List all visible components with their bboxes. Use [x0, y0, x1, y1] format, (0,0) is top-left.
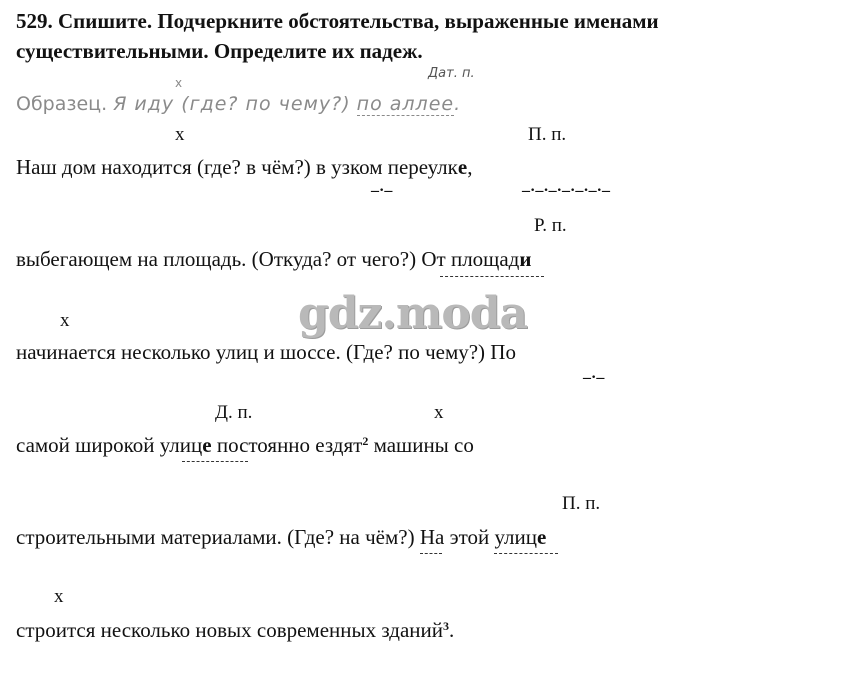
dashed-underline	[182, 461, 248, 462]
sample-label: Образец.	[16, 93, 108, 115]
text-line-4-end: машины со	[368, 433, 474, 457]
text-line-5	[16, 524, 546, 550]
text-line-4	[16, 432, 474, 458]
x-mark: x	[175, 124, 185, 145]
text-line-4-middle: постоянно ездят	[211, 433, 363, 457]
text-line-6-main: строится несколько новых современных зданий	[16, 618, 444, 642]
dashed-underline	[420, 553, 442, 554]
text-line-2-main: выбегающем на площадь. (Откуда? от чего?) От площад	[16, 247, 520, 271]
dashed-underline	[440, 276, 544, 277]
underline-mark-short: –·–	[583, 369, 605, 386]
underline-mark-short: –·–	[371, 182, 393, 199]
x-mark: x	[60, 310, 70, 331]
case-label-dp: Д. п.	[215, 402, 253, 423]
text-line-1-main: Наш дом находится (где? в чём?) в узком переулк	[16, 155, 458, 179]
underline-mark-long: –·–·–·–·–·–·–	[522, 182, 611, 199]
sample-phrase: по аллее	[356, 93, 455, 115]
text-line-4-main: самой широкой улиц	[16, 433, 203, 457]
footnote-superscript: 3	[443, 619, 450, 633]
sample-x-mark: x	[175, 76, 183, 90]
text-line-2	[16, 246, 531, 272]
exercise-title-line-2: существительными. Определите их падеж.	[16, 39, 423, 63]
text-line-3	[16, 339, 516, 365]
text-line-5-bold-ending: е	[537, 525, 547, 549]
text-line-6-end: .	[449, 618, 455, 642]
case-label-pp: П. п.	[562, 493, 601, 514]
sample-line	[16, 92, 461, 116]
x-mark: x	[434, 402, 444, 423]
footnote-superscript: 2	[362, 434, 369, 448]
x-mark: x	[54, 586, 64, 607]
sample-end: .	[454, 93, 462, 115]
exercise-title-line-1: 529. Спишите. Подчеркните обстоятельства, выраженные именами	[16, 9, 659, 33]
watermark-logo: gdz.moda	[298, 288, 528, 339]
case-label-pp: П. п.	[528, 124, 567, 145]
sample-case-label: Дат. п.	[428, 66, 475, 81]
text-line-6	[16, 617, 454, 643]
text-line-1	[16, 154, 472, 180]
text-line-4-bold-ending: е	[202, 433, 212, 457]
case-label-rp: Р. п.	[534, 215, 567, 236]
sample-text: Я иду (где? по чему?)	[113, 93, 351, 115]
text-line-3-main: начинается несколько улиц и шоссе. (Где? по чему?) По	[16, 340, 516, 364]
text-line-5-main: строительными материалами. (Где? на чём?) На этой улиц	[16, 525, 538, 549]
text-line-1-bold-ending: е	[457, 155, 468, 179]
dashed-underline	[494, 553, 558, 554]
text-line-2-bold-ending: и	[519, 247, 532, 271]
text-line-1-end: ,	[467, 155, 473, 179]
